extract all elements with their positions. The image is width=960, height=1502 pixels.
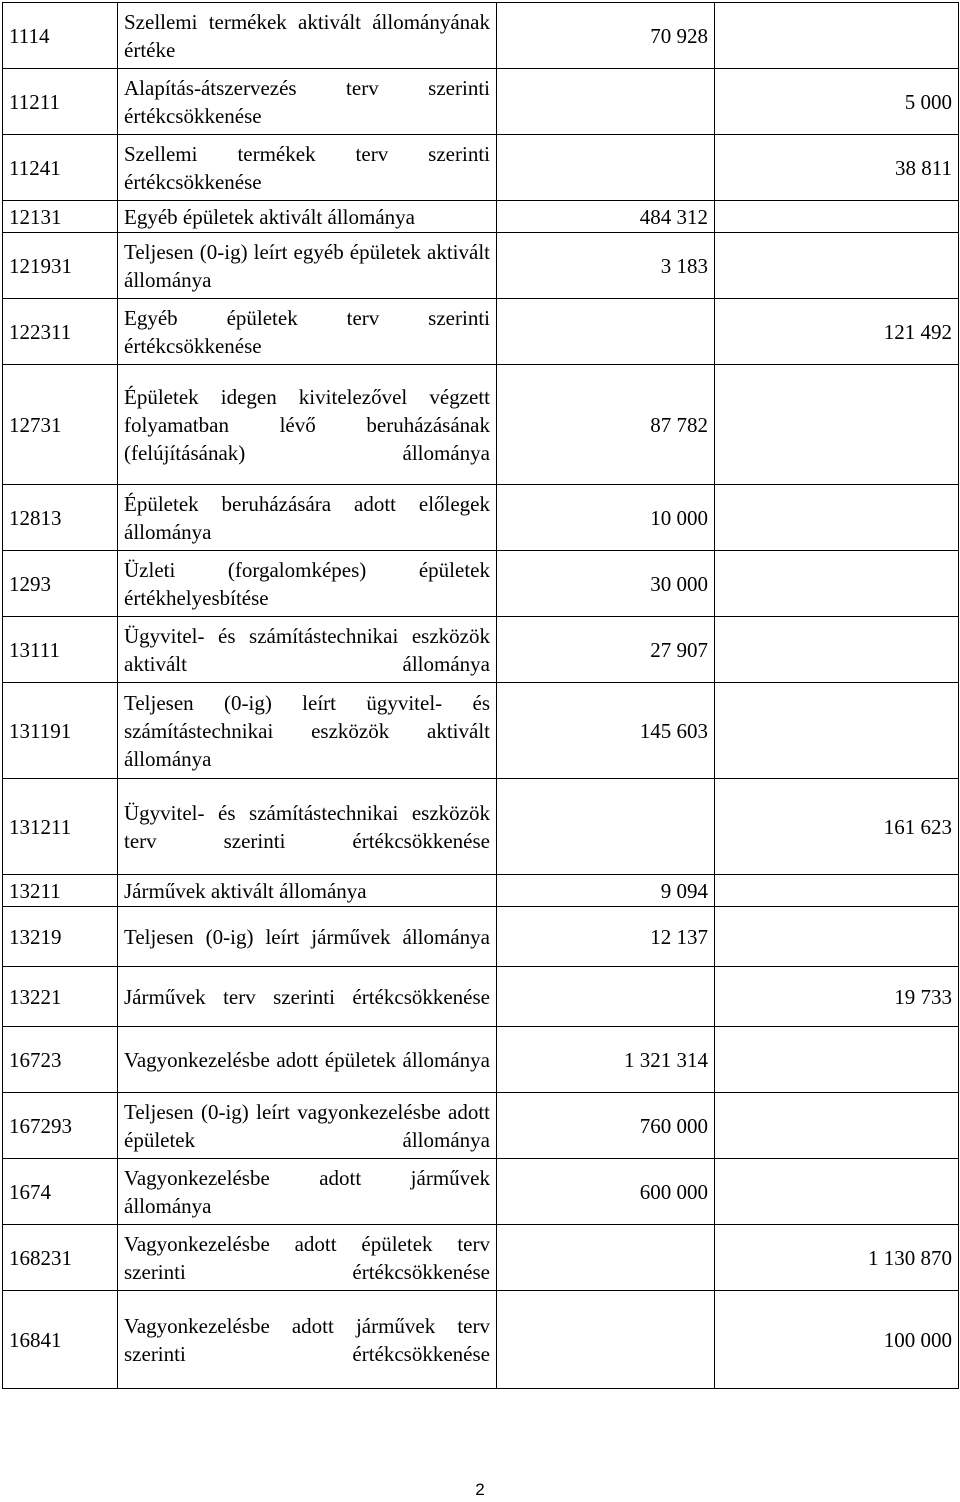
account-description: Egyéb épületek terv szerinti értékcsökkenése [118, 299, 497, 365]
account-description: Járművek aktivált állománya [118, 875, 497, 907]
credit-amount [715, 875, 959, 907]
account-code: 131191 [3, 683, 118, 779]
account-description: Teljesen (0-ig) leírt egyéb épületek aktivált állománya [118, 233, 497, 299]
credit-amount [715, 1027, 959, 1093]
credit-amount [715, 617, 959, 683]
account-description: Épületek idegen kivitelezővel végzett folyamatban lévő beruházásának (felújításának) állománya [118, 365, 497, 485]
debit-amount [497, 1291, 715, 1389]
debit-amount [497, 779, 715, 875]
account-description: Ügyvitel- és számítástechnikai eszközök terv szerinti értékcsökkenése [118, 779, 497, 875]
account-code: 1114 [3, 3, 118, 69]
credit-amount [715, 1093, 959, 1159]
account-description: Vagyonkezelésbe adott épületek terv szerinti értékcsökkenése [118, 1225, 497, 1291]
account-code: 13219 [3, 907, 118, 967]
table-row [3, 485, 959, 551]
account-code: 12731 [3, 365, 118, 485]
table-row [3, 365, 959, 485]
credit-amount: 161 623 [715, 779, 959, 875]
account-description: Vagyonkezelésbe adott épületek állománya [118, 1027, 497, 1093]
debit-amount: 600 000 [497, 1159, 715, 1225]
account-description: Üzleti (forgalomképes) épületek értékhelyesbítése [118, 551, 497, 617]
table-row [3, 967, 959, 1027]
table-row [3, 1027, 959, 1093]
account-code: 12131 [3, 201, 118, 233]
account-description: Vagyonkezelésbe adott járművek állománya [118, 1159, 497, 1225]
account-code: 168231 [3, 1225, 118, 1291]
credit-amount [715, 683, 959, 779]
table-row [3, 551, 959, 617]
credit-amount: 38 811 [715, 135, 959, 201]
debit-amount: 760 000 [497, 1093, 715, 1159]
debit-amount: 87 782 [497, 365, 715, 485]
account-code: 122311 [3, 299, 118, 365]
account-description: Épületek beruházására adott előlegek állománya [118, 485, 497, 551]
debit-amount: 3 183 [497, 233, 715, 299]
table-row [3, 1093, 959, 1159]
credit-amount: 100 000 [715, 1291, 959, 1389]
account-description: Járművek terv szerinti értékcsökkenése [118, 967, 497, 1027]
account-description: Teljesen (0-ig) leírt vagyonkezelésbe adott épületek állománya [118, 1093, 497, 1159]
table-row [3, 135, 959, 201]
account-code: 167293 [3, 1093, 118, 1159]
credit-amount [715, 551, 959, 617]
table-row [3, 3, 959, 69]
account-description: Szellemi termékek aktivált állományának értéke [118, 3, 497, 69]
credit-amount [715, 233, 959, 299]
table-row [3, 1291, 959, 1389]
debit-amount [497, 135, 715, 201]
table-row [3, 1225, 959, 1291]
table-row [3, 875, 959, 907]
table-row [3, 201, 959, 233]
debit-amount: 145 603 [497, 683, 715, 779]
debit-amount: 484 312 [497, 201, 715, 233]
debit-amount: 30 000 [497, 551, 715, 617]
page-number: 2 [475, 1480, 485, 1499]
table-row [3, 683, 959, 779]
account-code: 11211 [3, 69, 118, 135]
account-description: Teljesen (0-ig) leírt ügyvitel- és számítástechnikai eszközök aktivált állománya [118, 683, 497, 779]
credit-amount [715, 1159, 959, 1225]
credit-amount [715, 3, 959, 69]
debit-amount: 10 000 [497, 485, 715, 551]
credit-amount: 1 130 870 [715, 1225, 959, 1291]
account-description: Szellemi termékek terv szerinti értékcsökkenése [118, 135, 497, 201]
credit-amount: 19 733 [715, 967, 959, 1027]
table-row [3, 233, 959, 299]
account-code: 13211 [3, 875, 118, 907]
table-row [3, 779, 959, 875]
credit-amount [715, 201, 959, 233]
credit-amount [715, 365, 959, 485]
credit-amount [715, 907, 959, 967]
account-description: Alapítás-átszervezés terv szerinti értékcsökkenése [118, 69, 497, 135]
account-code: 1674 [3, 1159, 118, 1225]
table-row [3, 69, 959, 135]
account-code: 16841 [3, 1291, 118, 1389]
debit-amount: 27 907 [497, 617, 715, 683]
account-code: 16723 [3, 1027, 118, 1093]
credit-amount [715, 485, 959, 551]
account-code: 121931 [3, 233, 118, 299]
table-row [3, 907, 959, 967]
table-row [3, 617, 959, 683]
account-code: 13111 [3, 617, 118, 683]
debit-amount [497, 299, 715, 365]
credit-amount: 121 492 [715, 299, 959, 365]
account-code: 12813 [3, 485, 118, 551]
debit-amount: 70 928 [497, 3, 715, 69]
debit-amount [497, 967, 715, 1027]
account-code: 11241 [3, 135, 118, 201]
account-description: Vagyonkezelésbe adott járművek terv szerinti értékcsökkenése [118, 1291, 497, 1389]
table-row [3, 1159, 959, 1225]
account-code: 13221 [3, 967, 118, 1027]
debit-amount: 12 137 [497, 907, 715, 967]
credit-amount: 5 000 [715, 69, 959, 135]
account-description: Egyéb épületek aktivált állománya [118, 201, 497, 233]
account-code: 1293 [3, 551, 118, 617]
account-code: 131211 [3, 779, 118, 875]
debit-amount [497, 1225, 715, 1291]
debit-amount [497, 69, 715, 135]
account-description: Ügyvitel- és számítástechnikai eszközök aktivált állománya [118, 617, 497, 683]
ledger-table [2, 2, 959, 1389]
debit-amount: 9 094 [497, 875, 715, 907]
account-description: Teljesen (0-ig) leírt járművek állománya [118, 907, 497, 967]
debit-amount: 1 321 314 [497, 1027, 715, 1093]
table-row [3, 299, 959, 365]
